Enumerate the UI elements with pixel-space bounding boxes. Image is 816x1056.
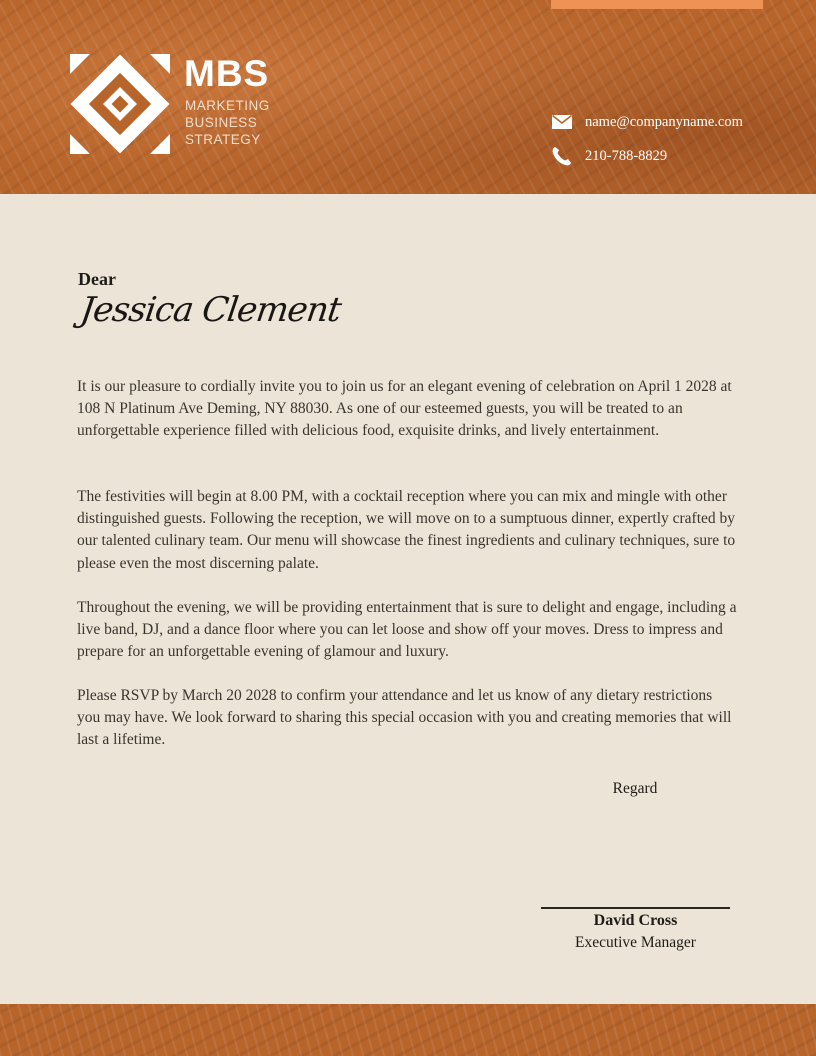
diamond-logo-icon bbox=[70, 52, 170, 156]
contact-email-row bbox=[551, 111, 743, 133]
paragraph-text: Throughout the evening, we will be providing entertainment that is sure to delight and engage, including a live band, DJ, and a dance floor where you can let loose and show off your moves. Dress to impress and prepare for an unforgettable evening of glamour and luxury. bbox=[77, 599, 737, 661]
recipient-name: Jessica Clement bbox=[78, 290, 344, 330]
salutation: Dear bbox=[78, 269, 116, 289]
closing: Regard bbox=[612, 780, 658, 797]
paragraph-text: The festivities will begin at 8.00 PM, with a cocktail reception where you can mix and mingle with other distinguished guests. Following the reception, we will move on to a sumptuous dinner, expertly crafted by our talented culinary team. Our menu will showcase the finest ingredients and culinary techniques, sure to please even the most discerning palate. bbox=[77, 488, 736, 572]
letter-paragraph bbox=[77, 597, 737, 664]
accent-bar bbox=[551, 0, 763, 9]
envelope-icon bbox=[551, 111, 573, 133]
logo-subtitle-line: STRATEGY bbox=[185, 132, 261, 147]
signature-line bbox=[541, 907, 730, 909]
logo-subtitle-line: MARKETING bbox=[185, 98, 270, 113]
letter-paragraph bbox=[77, 486, 737, 575]
logo-title: MBS bbox=[184, 53, 270, 94]
footer-banner bbox=[0, 1004, 816, 1056]
signer-title: Executive Manager bbox=[575, 934, 696, 951]
letter-paragraph bbox=[77, 376, 737, 443]
phone-icon bbox=[551, 145, 573, 167]
paragraph-text: It is our pleasure to cordially invite you to join us for an elegant evening of celebration on April 1 2028 at 108 N Platinum Ave Deming, NY 88030. As one of our esteemed guests, you will be treated to an unforgettable experience filled with delicious food, exquisite drinks, and lively entertainment. bbox=[77, 378, 732, 440]
contact-email[interactable]: name@companyname.com bbox=[585, 113, 743, 130]
paragraph-text: Please RSVP by March 20 2028 to confirm your attendance and let us know of any dietary restrictions you may have. We look forward to sharing this special occasion with you and creating memories that will last a lifetime. bbox=[77, 687, 732, 749]
signer-name: David Cross bbox=[593, 912, 678, 929]
letterhead-banner bbox=[0, 0, 816, 194]
letter-paragraph bbox=[77, 685, 737, 752]
logo-subtitle-line: BUSINESS bbox=[185, 115, 258, 130]
contact-phone[interactable]: 210-788-8829 bbox=[585, 147, 668, 164]
contact-phone-row bbox=[551, 145, 667, 167]
